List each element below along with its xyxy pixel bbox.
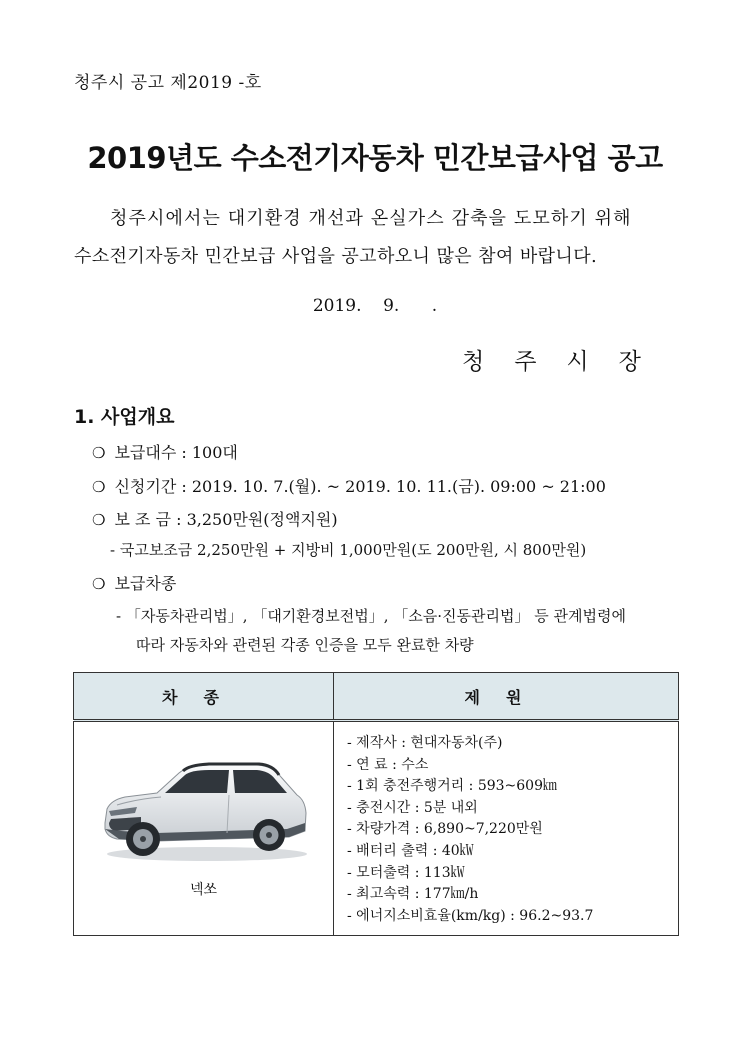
announcement-date: 2019. 9. . — [312, 296, 438, 316]
header-spec: 제원 — [334, 673, 679, 721]
table-row — [74, 721, 679, 936]
spec-list — [335, 723, 677, 927]
period-value: : 2019. 10. 7.(월). ~ 2019. 10. 11.(금). 09:00 ~ 21:00 — [181, 477, 606, 496]
spec-item: - 1회 충전주행거리 : 593~609㎞ — [347, 778, 557, 795]
vehicle-spec-table — [73, 672, 679, 936]
section-heading-overview: 1. 사업개요 — [74, 406, 175, 428]
subsidy-detail: - 국고보조금 2,250만원 + 지방비 1,000만원(도 200만원, 시 800만원) — [110, 541, 587, 559]
vehicle-type-label: 보급차종 — [114, 574, 177, 593]
quantity-label: 보급대수 — [114, 443, 177, 462]
spec-cell — [334, 721, 679, 936]
spec-item: - 제작사 : 현대자동차(주) — [347, 735, 503, 751]
car-model-name: 넥쏘 — [189, 882, 218, 898]
circle-bullet-icon: ❍ — [92, 444, 106, 462]
subsidy-label: 보 조 금 — [114, 510, 171, 529]
intro-line-1: 청주시에서는 대기환경 개선과 온실가스 감축을 도모하기 위해 — [110, 208, 632, 229]
vehicle-type-detail-line-2: 따라 자동차와 관련된 각종 인증을 모두 완료한 차량 — [136, 636, 474, 654]
issuer-name: 청주시장 — [462, 349, 671, 375]
circle-bullet-icon: ❍ — [92, 511, 106, 529]
intro-line-2: 수소전기자동차 민간보급 사업을 공고하오니 많은 참여 바랍니다. — [74, 246, 598, 267]
bullet-period — [92, 474, 606, 497]
spec-item: - 에너지소비효율(km/kg) : 96.2~93.7 — [347, 907, 594, 924]
bullet-vehicle-type — [92, 571, 176, 594]
spec-item: - 차량가격 : 6,890~7,220만원 — [347, 821, 543, 838]
header-model: 차종 — [74, 673, 334, 721]
spec-item: - 충전시간 : 5분 내외 — [347, 799, 478, 816]
quantity-value: : 100대 — [181, 443, 238, 462]
period-label: 신청기간 — [114, 477, 177, 496]
circle-bullet-icon: ❍ — [92, 575, 106, 593]
subsidy-value: : 3,250만원(정액지원) — [176, 510, 338, 529]
table-header-row — [74, 673, 679, 721]
circle-bullet-icon: ❍ — [92, 478, 106, 496]
car-cell — [74, 721, 334, 936]
suv-car-image — [97, 753, 311, 865]
bullet-subsidy — [92, 507, 338, 530]
spec-item: - 모터출력 : 113㎾ — [347, 864, 465, 881]
bullet-quantity — [92, 440, 238, 463]
spec-item: - 연 료 : 수소 — [347, 756, 429, 773]
spec-item: - 배터리 출력 : 40㎾ — [347, 842, 474, 859]
spec-item: - 최고속력 : 177㎞/h — [347, 886, 479, 903]
page-title: 2019년도 수소전기자동차 민간보급사업 공고 — [87, 141, 663, 175]
intro-paragraph — [74, 200, 680, 276]
vehicle-type-detail-line-1: - 「자동차관리법」, 「대기환경보전법」, 「소음·진동관리법」 등 관계법령에 — [116, 607, 626, 625]
notice-number: 청주시 공고 제2019 -호 — [74, 73, 262, 93]
